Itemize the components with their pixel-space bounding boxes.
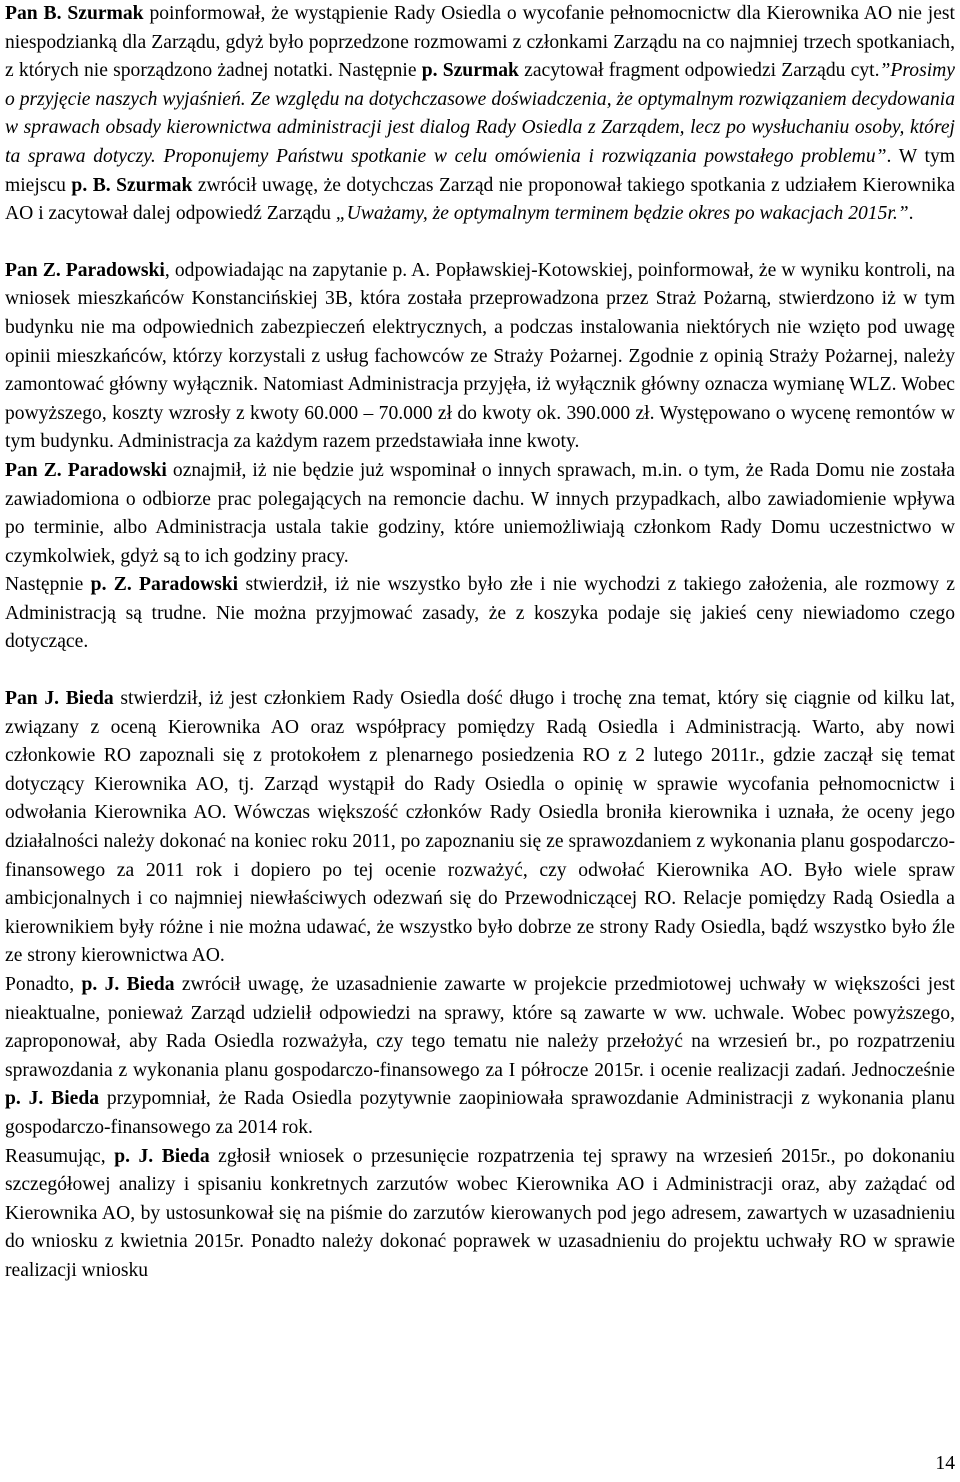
quotation: „Uważamy, że optymalnym terminem będzie okres po wakacjach 2015r.” [335, 203, 909, 225]
speaker-name: p. J. Bieda [114, 1145, 210, 1167]
paragraph-text: zwrócił uwagę, że dotychczas Zarząd nie proponował takiego spotkania z udziałem Kierownika AO i zacytował dalej odpowiedź Zarządu [5, 174, 955, 225]
paragraph-text: . [908, 203, 914, 225]
paragraph-p5 [5, 685, 955, 971]
speaker-name: p. J. Bieda [81, 974, 175, 995]
paragraph-text: zwrócił uwagę, że uzasadnienie zawarte w projekcie przedmiotowej uchwały w większości jest nieaktualne, ponieważ Zarząd udzielił odpowiedzi na sprawy, które są zawarte w ww. uchwale. Wobec powyższego, zaproponował, aby Rada Osiedla rozważyła, czy tego tematu nie należy przełożyć na wrzesień br., po rozpatrzeniu sprawozdania z wykonania planu gospodarczo-finansowego za I półrocze 2015r. i ocenie realizacji zadań. Jednocześnie [5, 974, 955, 1081]
paragraph-text: stwierdził, iż nie wszystko było złe i nie wychodzi z takiego założenia, ale rozmowy z Administracją są trudne. Nie można przyjmować zasady, że z koszyka podaje się jakieś ceny niewiadomo czego dotyczące. [5, 574, 955, 653]
paragraph-p3 [5, 457, 955, 571]
paragraph-p2 [5, 257, 955, 457]
paragraph-text: , odpowiadając na zapytanie p. A. Popławskiej-Kotowskiej, poinformował, że w wyniku kontroli, na wniosek mieszkańców Konstancińskiej 3B, która została przeprowadzona przez Straż Pożarną, stwierdzono iż w tym budynku nie ma odpowiednich zabezpieczeń elektrycznych, a podczas instalowania niektórych nie wzięto pod uwagę opinii mieszkańców, którzy korzystali z usług fachowców ze Straży Pożarnej. Zgodnie z opinią Straży Pożarnej, należy zamontować główny wyłącznik. Natomiast Administracja przyjęła, iż wyłącznik główny oznacza wymianę WLZ. Wobec powyższego, koszty wzrosły z kwoty 60.000 – 70.000 zł do kwoty ok. 390.000 zł. Występowano o wycenę remontów w tym budynku. Administracja za każdym razem przedstawiała inne kwoty. [5, 259, 956, 453]
paragraph-text: przypomniał, że Rada Osiedla pozytywnie zaopiniowała sprawozdanie Administracji z wykonania planu gospodarczo-finansowego za 2014 rok. [5, 1088, 955, 1138]
paragraph-text: stwierdził, iż jest członkiem Rady Osiedla dość długo i trochę zna temat, który się ciągnie od kilku lat, związany z oceną Kierownika AO oraz współpracy pomiędzy Radą Osiedla i Administracją. Warto, aby nowi członkowie RO zapoznali się z protokołem z plenarnego posiedzenia RO z 2 lutego 2011r., gdzie zaczął się temat dotyczący Kierownika AO, tj. Zarząd wystąpił do Rady Osiedla o opinię w sprawie wycofania pełnomocnictw i odwołania Kierownika AO. Wówczas większość członków Rady Osiedla broniła kierownika i uznała, że oceny jego działalności należy dokonać na koniec roku 2011, po zapoznaniu się ze sprawozdaniem z wykonania planu gospodarczo-finansowego za 2011 rok i dopiero po tej ocenie rozważyć, czy odwołać Kierownika AO. Było wiele spraw ambicjonalnych i co najmniej niewłaściwych odezwań się do Przewodniczącej RO. Relacje pomiędzy Radą Osiedla a kierownikiem były różne i nie można udawać, że wszystko było dobrze ze strony Rady Osiedla, bądź wszystko było źle ze strony kierownictwa AO. [5, 688, 955, 967]
speaker-name: p. B. Szurmak [71, 174, 193, 196]
speaker-name: Pan Z. Paradowski [5, 259, 165, 281]
paragraph-text: poinformował, że wystąpienie Rady Osiedla o wycofanie pełnomocnictw dla Kierownika AO nie jest niespodzianką dla Zarządu, gdyż było poprzedzone rozmowami z członkami Zarządu na co najmniej trzech spotkaniach, z których nie sporządzono żadnej notatki. Następnie [5, 3, 955, 82]
speaker-name: p. Z. Paradowski [90, 574, 239, 596]
paragraph-p7 [5, 1143, 955, 1286]
paragraph-text: . W tym miejscu [5, 145, 955, 196]
quotation: ”Prosimy o przyjęcie naszych wyjaśnień. Ze względu na dotychczasowe doświadczenia, że optymalnym rozwiązaniem decydowania w sprawach obsady kierownictwa administracji jest dialog Rady Osiedla z Zarządem, lecz po wysłuchaniu osoby, której ta sprawa dotyczy. Proponujemy Państwu spotkanie w celu omówienia i rozwiązania powstałego problemu” [5, 60, 955, 167]
paragraph-p6 [5, 971, 955, 1143]
paragraph-text: zgłosił wniosek o przesunięcie rozpatrzenia tej sprawy na wrzesień 2015r., po dokonaniu szczegółowej analizy i spisaniu konkretnych zarzutów wobec Kierownika AO i Administracji oraz, aby zażądać od Kierownika AO, by ustosunkował się na piśmie do zarzutów kierowanych pod jego adresem, zawartych w uzasadnieniu do wniosku z kwietnia 2015r. Ponadto należy dokonać poprawek w uzasadnieniu do projektu uchwały RO w sprawie realizacji wniosku [5, 1145, 955, 1281]
paragraph-text: Reasumując, [5, 1145, 115, 1167]
paragraph-p4 [5, 571, 955, 657]
speaker-name: Pan Z. Paradowski [5, 459, 167, 481]
paragraph-text: oznajmił, iż nie będzie już wspominał o innych sprawach, m.in. o tym, że Rada Domu nie została zawiadomiona o odbiorze prac polegających na remoncie dachu. W innych przypadkach, albo zawiadomienie wpływa po terminie, albo Administracja ustala takie godziny, które uniemożliwiają członkom Rady Domu uczestnictwo w czymkolwiek, gdyż są to ich godziny pracy. [5, 459, 955, 567]
speaker-name: Pan J. Bieda [5, 688, 114, 710]
speaker-name: Pan B. Szurmak [5, 3, 144, 24]
document-body [5, 0, 955, 1286]
paragraph-text: Następnie [5, 574, 91, 596]
paragraph-text: zacytował fragment odpowiedzi Zarządu cyt. [518, 60, 880, 82]
paragraph-p1 [5, 0, 955, 229]
speaker-name: p. Szurmak [421, 60, 519, 82]
page-number: 14 [935, 1453, 955, 1474]
paragraph-text: Ponadto, [5, 974, 82, 995]
speaker-name: p. J. Bieda [5, 1088, 100, 1110]
